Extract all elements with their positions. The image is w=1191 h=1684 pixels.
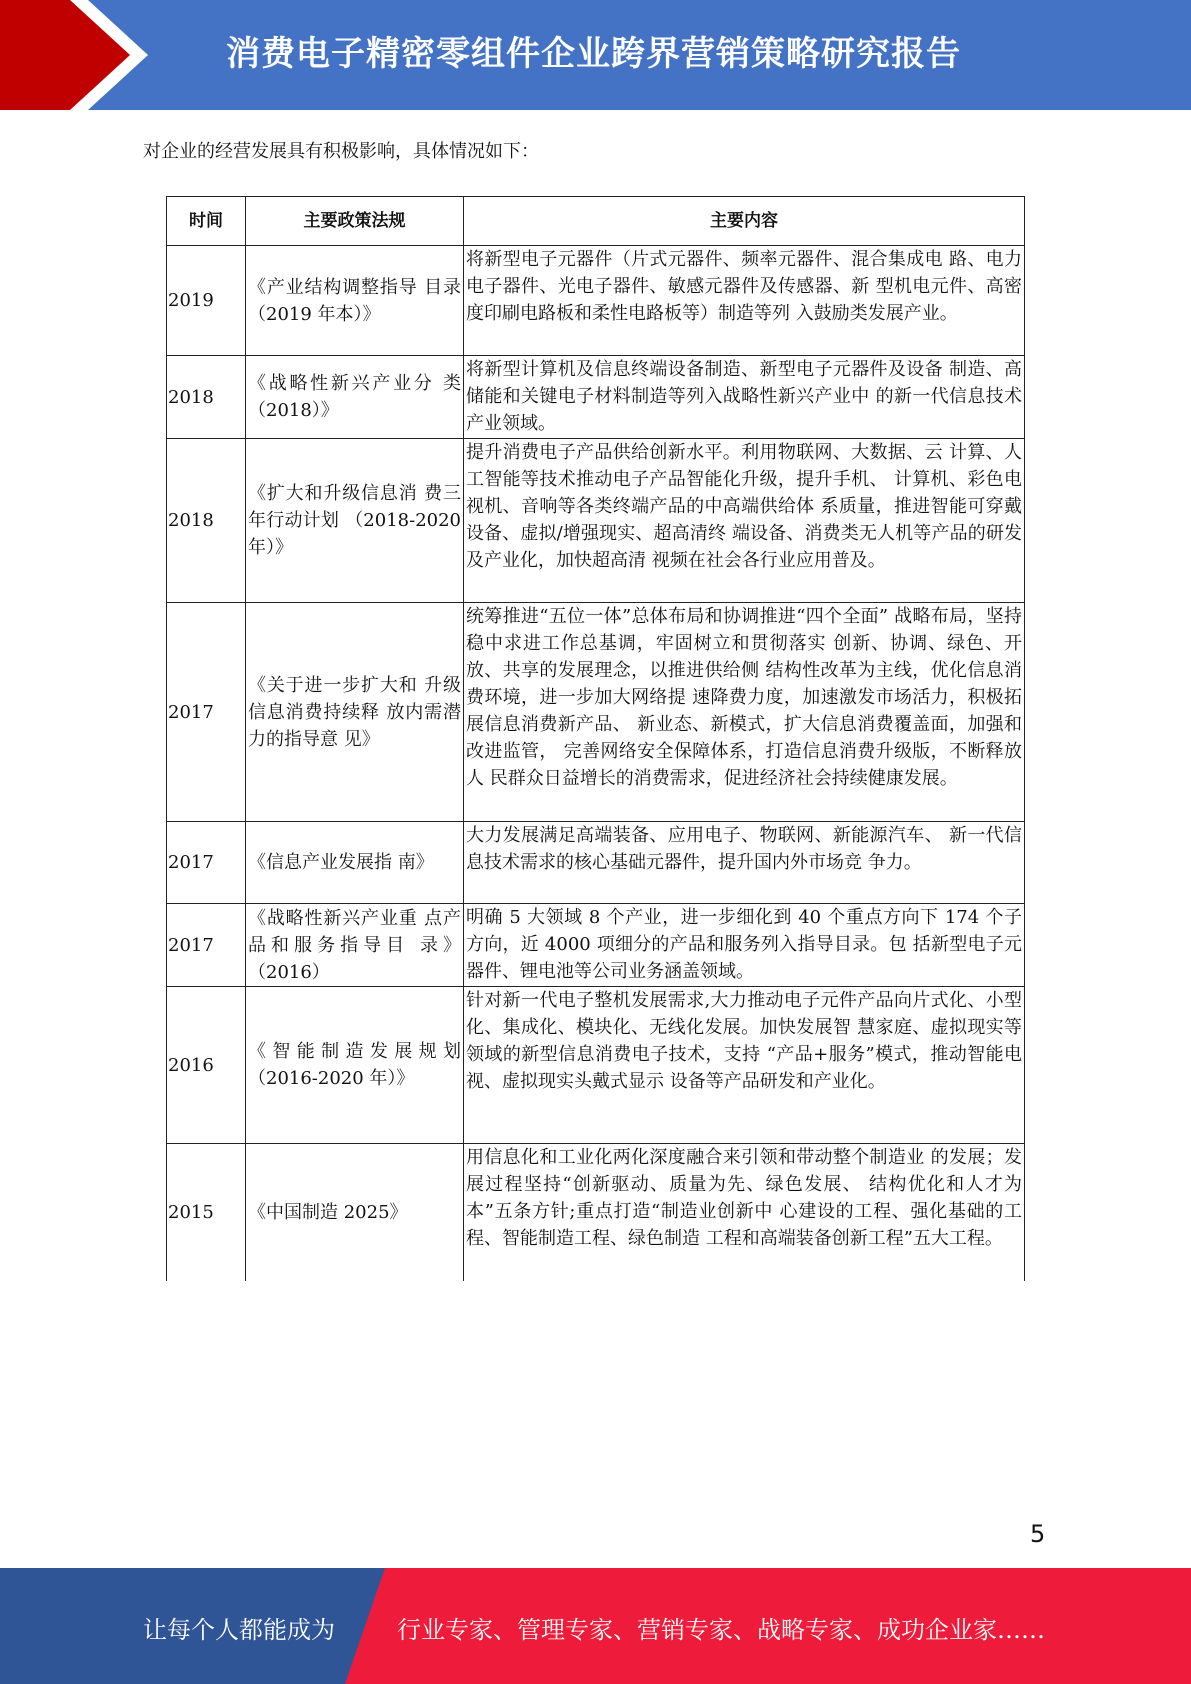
footer-slogan-left: 让每个人都能成为 [143,1616,335,1644]
row-year: 2015 [167,1144,246,1281]
header-law: 主要政策法规 [246,197,464,246]
row-content: 统筹推进“五位一体”总体布局和协调推进“四个全面” 战略布局，坚持稳中求进工作总基调，牢固树立和贯彻落实 创新、协调、绿色、开放、共享的发展理念，以推进供给侧 结构性改革为主线，优化信息消费环境，进一步加大网络提 速降费力度，加速激发市场活力，积极拓展信息消费新产品、 新业态、新模式，扩大信息消费覆盖面，加强和改进监管， 完善网络安全保障体系，打造信息消费升级版，不断释放人 民群众日益增长的消费需求，促进经济社会持续健康发展。 [464,603,1025,822]
table-row [167,603,1025,822]
row-content: 用信息化和工业化两化深度融合来引领和带动整个制造业 的发展；发展过程坚持“创新驱动、质量为先、绿色发展、 结构优化和人才为本”五条方针;重点打造“制造业创新中 心建设的工程、强化基础的工程、智能制造工程、绿色制造 工程和高端装备创新工程”五大工程。 [464,1144,1025,1281]
row-year: 2019 [167,246,246,356]
row-law: 《战略性新兴产业重 点产品和服务指导目 录》（2016） [246,904,464,987]
page-number: 5 [1030,1520,1046,1548]
header-content: 主要内容 [464,197,1025,246]
table-row [167,246,1025,356]
row-law: 《智能制造发展规划 （2016-2020 年）》 [246,987,464,1144]
row-year: 2017 [167,822,246,904]
row-content: 明确 5 大领域 8 个产业，进一步细化到 40 个重点方向下 174 个子方向，近 4000 项细分的产品和服务列入指导目录。包 括新型电子元器件、锂电池等公司业务涵盖领域。 [464,904,1025,987]
row-content: 将新型电子元器件（片式元器件、频率元器件、混合集成电 路、电力电子器件、光电子器件、敏感元器件及传感器、新 型机电元件、高密度印刷电路板和柔性电路板等）制造等列 入鼓励类发展产业。 [464,246,1025,356]
row-law: 《战略性新兴产业分 类（2018）》 [246,356,464,439]
table-row [167,822,1025,904]
row-year: 2018 [167,439,246,603]
row-law: 《关于进一步扩大和 升级信息消费持续释 放内需潜力的指导意 见》 [246,603,464,822]
table-header-row [167,197,1025,246]
report-title: 消费电子精密零组件企业跨界营销策略研究报告 [226,34,961,74]
header-arrow-decoration [0,0,160,110]
header-time: 时间 [167,197,246,246]
row-content: 针对新一代电子整机发展需求,大力推动电子元件产品向片式化、小型化、集成化、模块化、无线化发展。加快发展智 慧家庭、虚拟现实等领域的新型信息消费电子技术，支持 “产品+服务”模式，推动智能电视、虚拟现实头戴式显示 设备等产品研发和产业化。 [464,987,1025,1144]
page-footer [0,1568,1191,1684]
row-law: 《产业结构调整指导 目录（2019 年本）》 [246,246,464,356]
row-law: 《中国制造 2025》 [246,1144,464,1281]
footer-slogan-right: 行业专家、管理专家、营销专家、战略专家、成功企业家…… [397,1616,1045,1644]
row-content: 将新型计算机及信息终端设备制造、新型电子元器件及设备 制造、高储能和关键电子材料制造等列入战略性新兴产业中 的新一代信息技术产业领域。 [464,356,1025,439]
table-row [167,1144,1025,1281]
page-header [0,0,1191,110]
row-year: 2017 [167,603,246,822]
row-year: 2016 [167,987,246,1144]
table-row [167,439,1025,603]
intro-paragraph: 对企业的经营发展具有积极影响，具体情况如下： [143,141,539,162]
table-row [167,987,1025,1144]
row-law: 《信息产业发展指 南》 [246,822,464,904]
table-row [167,904,1025,987]
row-content: 提升消费电子产品供给创新水平。利用物联网、大数据、云 计算、人工智能等技术推动电子产品智能化升级，提升手机、 计算机、彩色电视机、音响等各类终端产品的中高端供给体 系质量，推进智能可穿戴设备、虚拟/增强现实、超高清终 端设备、消费类无人机等产品的研发及产业化，加快超高清 视频在社会各行业应用普及。 [464,439,1025,603]
policy-table [166,196,1025,1281]
row-year: 2018 [167,356,246,439]
row-content: 大力发展满足高端装备、应用电子、物联网、新能源汽车、 新一代信息技术需求的核心基础元器件，提升国内外市场竞 争力。 [464,822,1025,904]
row-year: 2017 [167,904,246,987]
row-law: 《扩大和升级信息消 费三年行动计划 （2018-2020 年）》 [246,439,464,603]
table-row [167,356,1025,439]
